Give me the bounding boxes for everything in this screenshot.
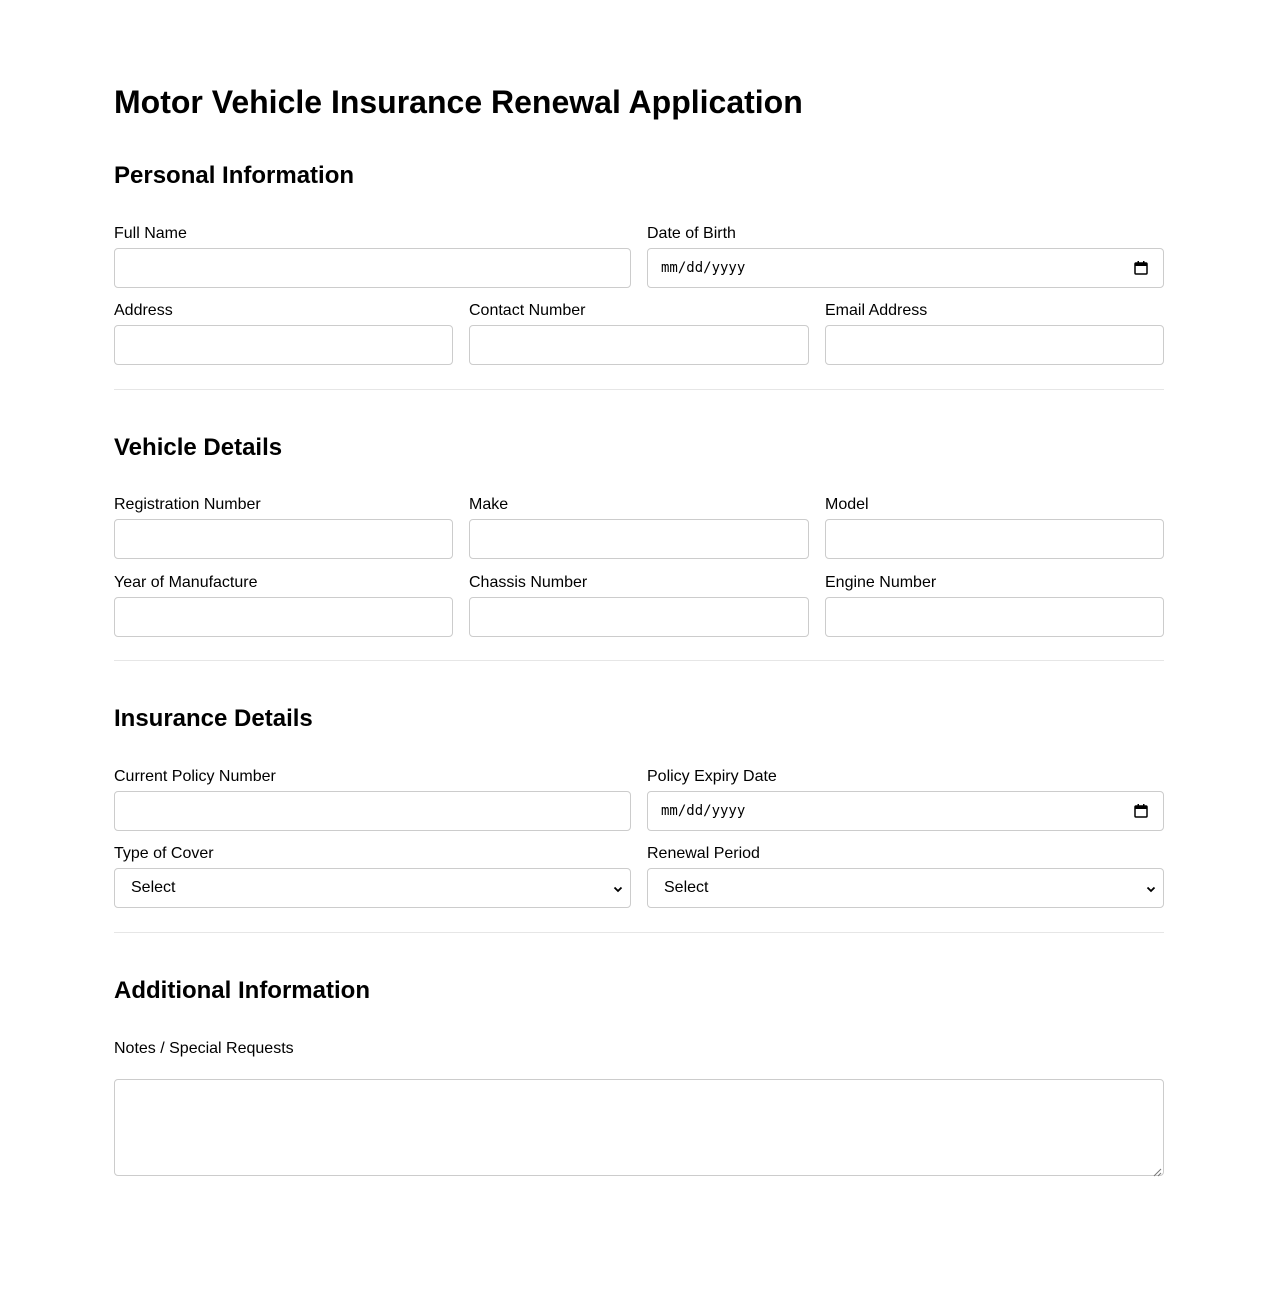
- model-label: Model: [825, 496, 869, 513]
- renewal-period-select[interactable]: [647, 868, 1164, 908]
- policy-expiry-date-input[interactable]: [647, 791, 1164, 831]
- type-of-cover-label: Type of Cover: [114, 845, 214, 862]
- email-address-input[interactable]: [825, 325, 1164, 365]
- chassis-number-input[interactable]: [469, 597, 809, 637]
- registration-number-input[interactable]: [114, 519, 453, 559]
- section-heading-additional: Additional Information: [114, 977, 370, 1004]
- policy-expiry-date-label: Policy Expiry Date: [647, 768, 777, 785]
- date-of-birth-input[interactable]: [647, 248, 1164, 288]
- year-of-manufacture-label: Year of Manufacture: [114, 574, 258, 591]
- date-of-birth-label: Date of Birth: [647, 225, 736, 242]
- chevron-down-icon: [1145, 882, 1157, 894]
- engine-number-input[interactable]: [825, 597, 1164, 637]
- address-label: Address: [114, 302, 173, 319]
- email-address-label: Email Address: [825, 302, 928, 319]
- type-of-cover-select[interactable]: [114, 868, 631, 908]
- make-input[interactable]: [469, 519, 809, 559]
- calendar-icon[interactable]: [1133, 803, 1149, 819]
- renewal-period-selected: Select: [664, 879, 709, 896]
- policy-expiry-date-placeholder: mm/dd/yyyy: [661, 803, 746, 819]
- section-divider: [114, 389, 1164, 390]
- date-of-birth-placeholder: mm/dd/yyyy: [661, 260, 746, 276]
- resize-handle-icon[interactable]: [1152, 1164, 1162, 1174]
- make-label: Make: [469, 496, 509, 513]
- chassis-number-label: Chassis Number: [469, 574, 588, 591]
- renewal-period-label: Renewal Period: [647, 845, 760, 862]
- type-of-cover-selected: Select: [131, 879, 176, 896]
- contact-number-label: Contact Number: [469, 302, 586, 319]
- engine-number-label: Engine Number: [825, 574, 937, 591]
- section-divider: [114, 660, 1164, 661]
- calendar-icon[interactable]: [1133, 260, 1149, 276]
- notes-textarea[interactable]: [114, 1079, 1164, 1176]
- section-divider: [114, 932, 1164, 933]
- page-title: Motor Vehicle Insurance Renewal Application: [114, 84, 803, 120]
- address-input[interactable]: [114, 325, 453, 365]
- notes-label: Notes / Special Requests: [114, 1040, 294, 1057]
- model-input[interactable]: [825, 519, 1164, 559]
- registration-number-label: Registration Number: [114, 496, 261, 513]
- current-policy-number-label: Current Policy Number: [114, 768, 276, 785]
- current-policy-number-input[interactable]: [114, 791, 631, 831]
- year-of-manufacture-input[interactable]: [114, 597, 453, 637]
- contact-number-input[interactable]: [469, 325, 809, 365]
- section-heading-vehicle: Vehicle Details: [114, 434, 283, 461]
- full-name-label: Full Name: [114, 225, 187, 242]
- full-name-input[interactable]: [114, 248, 631, 288]
- section-heading-insurance: Insurance Details: [114, 705, 313, 732]
- chevron-down-icon: [612, 882, 624, 894]
- section-heading-personal: Personal Information: [114, 162, 355, 189]
